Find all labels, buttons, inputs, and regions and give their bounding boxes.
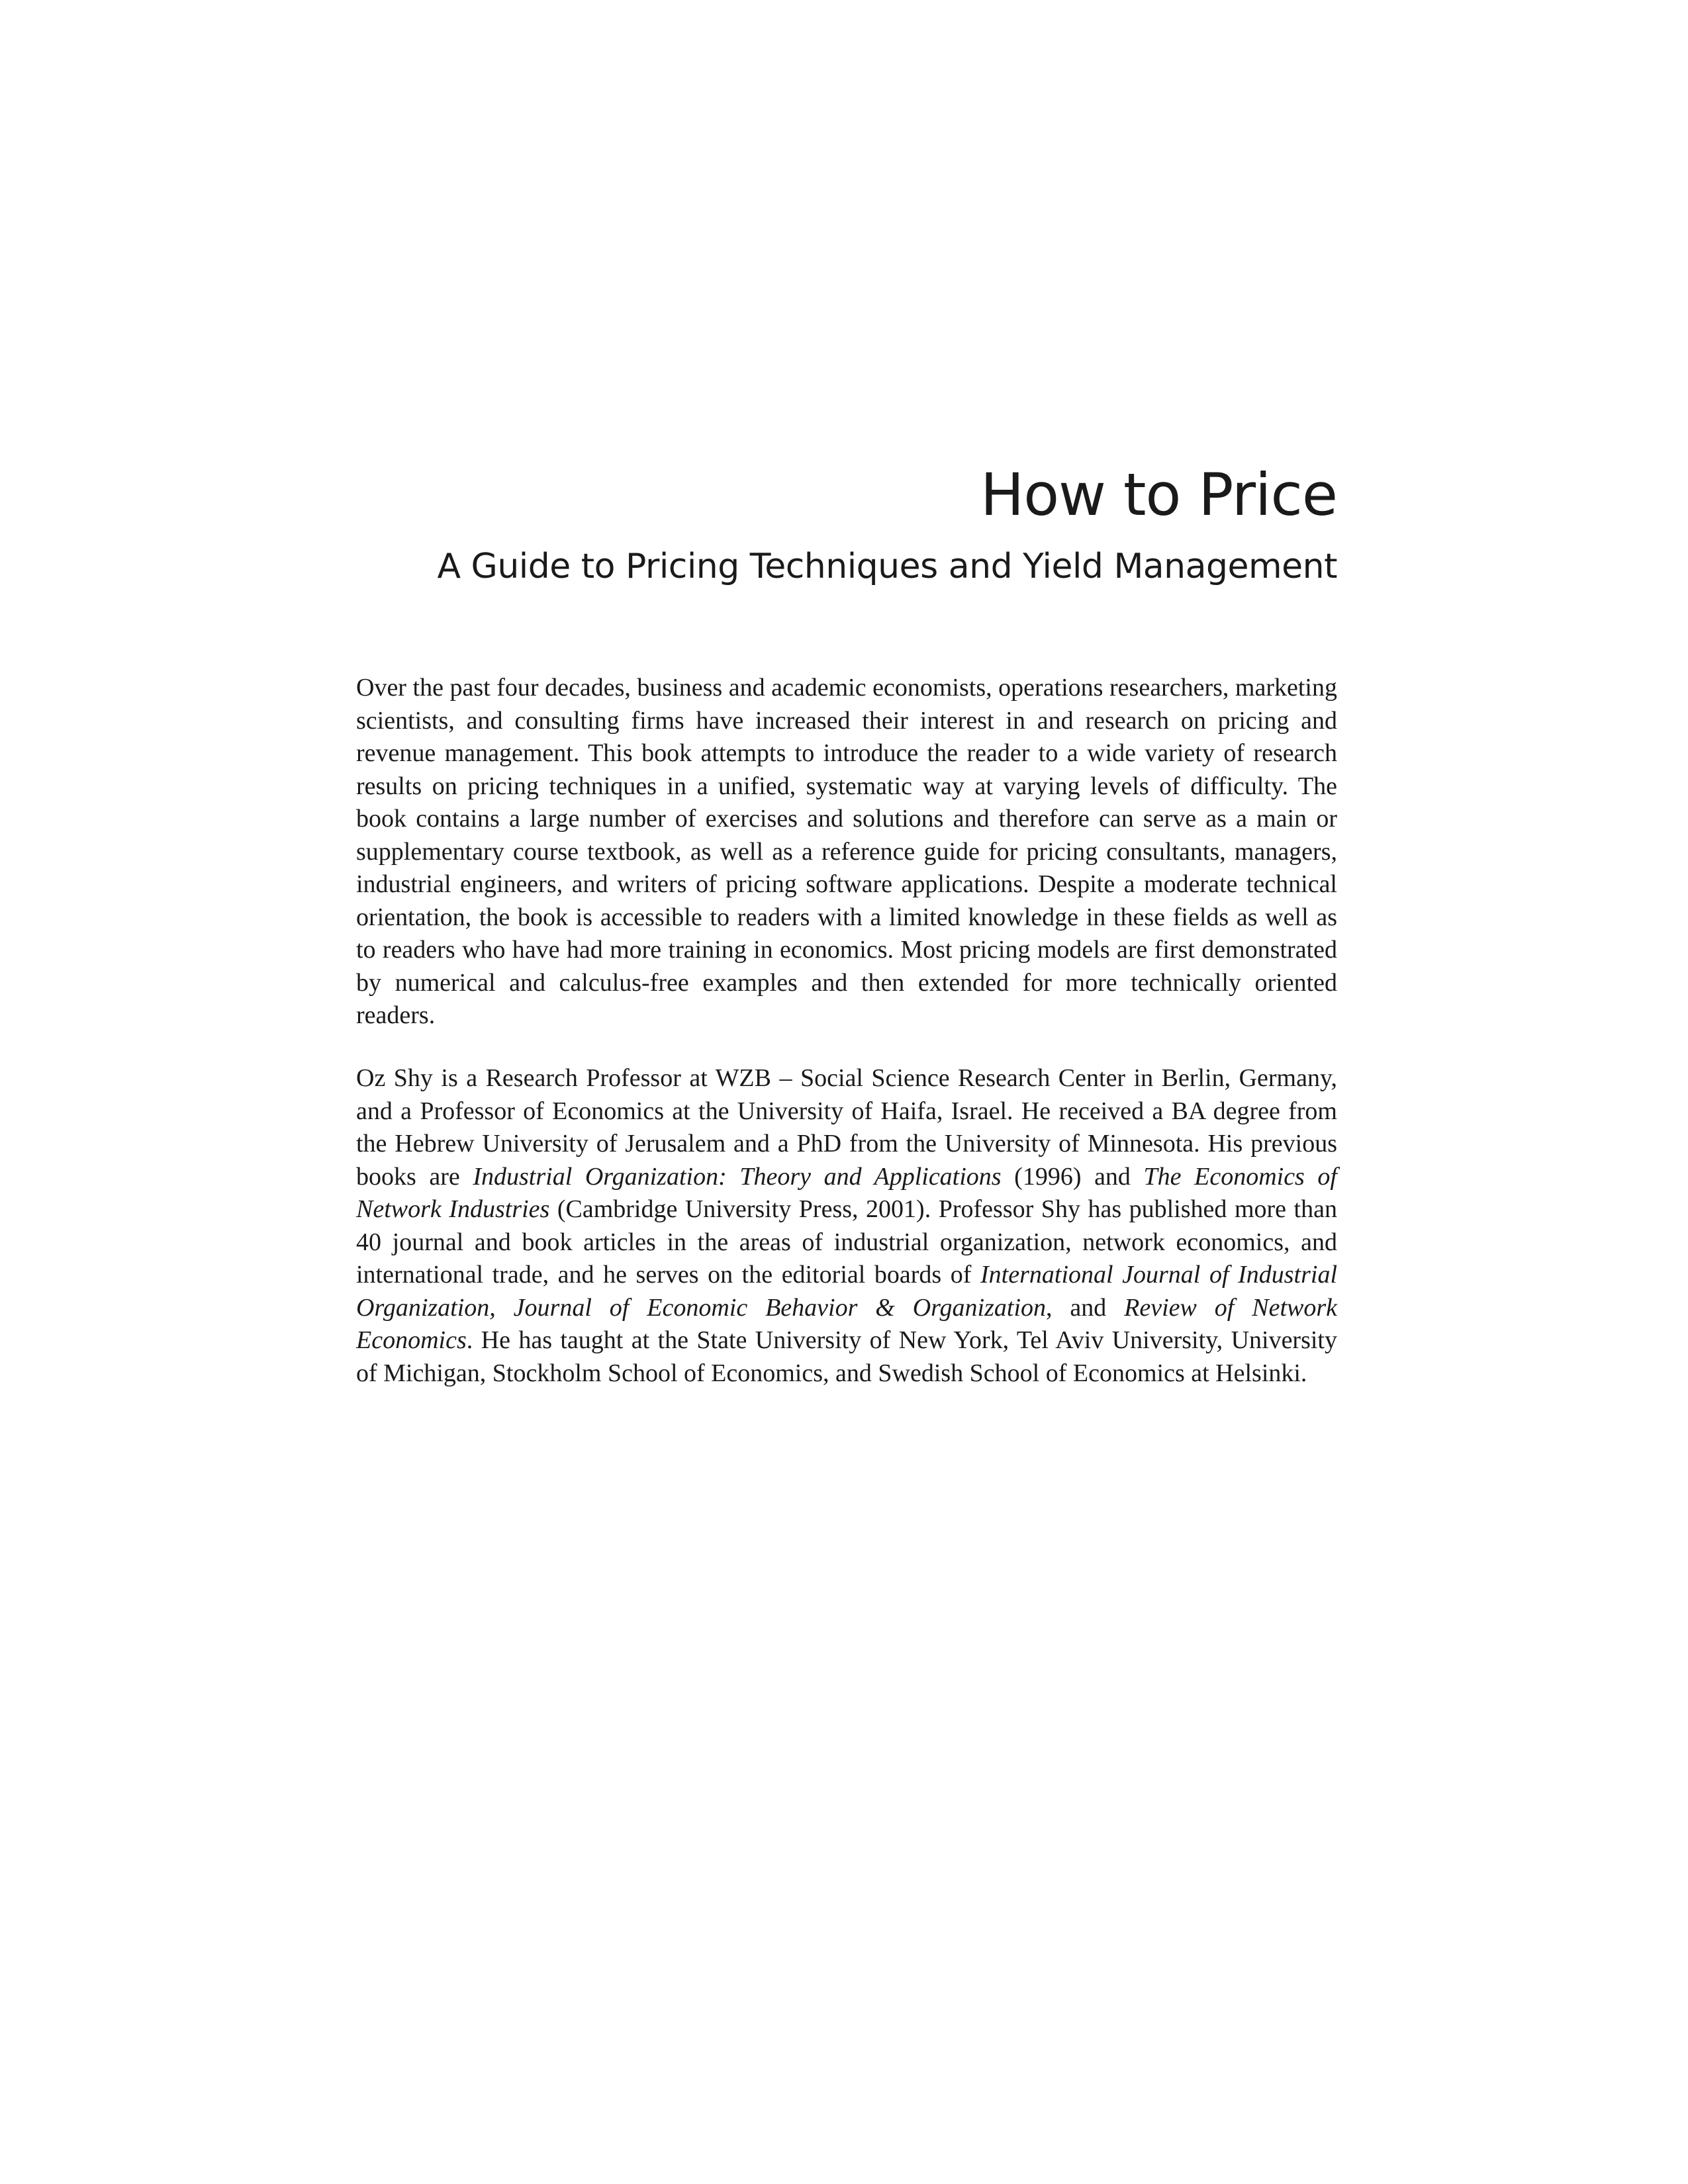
bio-text: (Cambridge University Press, 2001). Professor Shy has published more than 40 journal and book articles in the areas of industrial organization, network economics, and international trade, and he serves on the editorial boards of — [356, 1195, 1337, 1289]
bio-text: (1996) and — [1001, 1162, 1144, 1191]
author-bio — [356, 1062, 1337, 1390]
book-description: Over the past four decades, business and academic economists, operations researchers, marketing scientists, and consulting firms have increased their interest in and research on pricing and revenue management. This book attempts to introduce the reader to a wide variety of research results on pricing techniques in a unified, systematic way at varying levels of difficulty. The book contains a large number of exercises and solutions and therefore can serve as a main or supplementary course textbook, as well as a reference guide for pricing consultants, managers, industrial engineers, and writers of pricing software applications. Despite a moderate technical orientation, the book is accessible to readers with a limited knowledge in these fields as well as to readers who have had more training in economics. Most pricing models are first demonstrated by numerical and calculus-free examples and then extended for more technically oriented readers. — [356, 674, 1337, 1029]
bio-journal-titles: International Journal of Industrial Organization, Journal of Economic Behavior & Organization — [356, 1261, 1337, 1322]
book-subtitle: A Guide to Pricing Techniques and Yield Management — [437, 546, 1337, 586]
bio-text: . He has taught at the State University of New York, Tel Aviv University, University of Michigan, Stockholm School of Economics, and Swedish School of Economics at Helsinki. — [356, 1326, 1337, 1387]
bio-journal-title: Review of Network Economics — [356, 1293, 1338, 1354]
book-title: How to Price — [980, 461, 1337, 529]
bio-text: Oz Shy is a Research Professor at WZB – Social Science Research Center in Berlin, Germany, and a Professor of Economics at the University of Haifa, Israel. He received a BA degree from the Hebrew University of Jerusalem and a PhD from the University of Minnesota. His previous books are — [356, 1064, 1337, 1191]
title-block — [356, 463, 1337, 587]
bio-text: , and — [1046, 1293, 1125, 1322]
bio-book-title: The Economics of Network Industries — [356, 1162, 1337, 1223]
bio-book-title: Industrial Organization: Theory and Applications — [473, 1162, 1002, 1191]
